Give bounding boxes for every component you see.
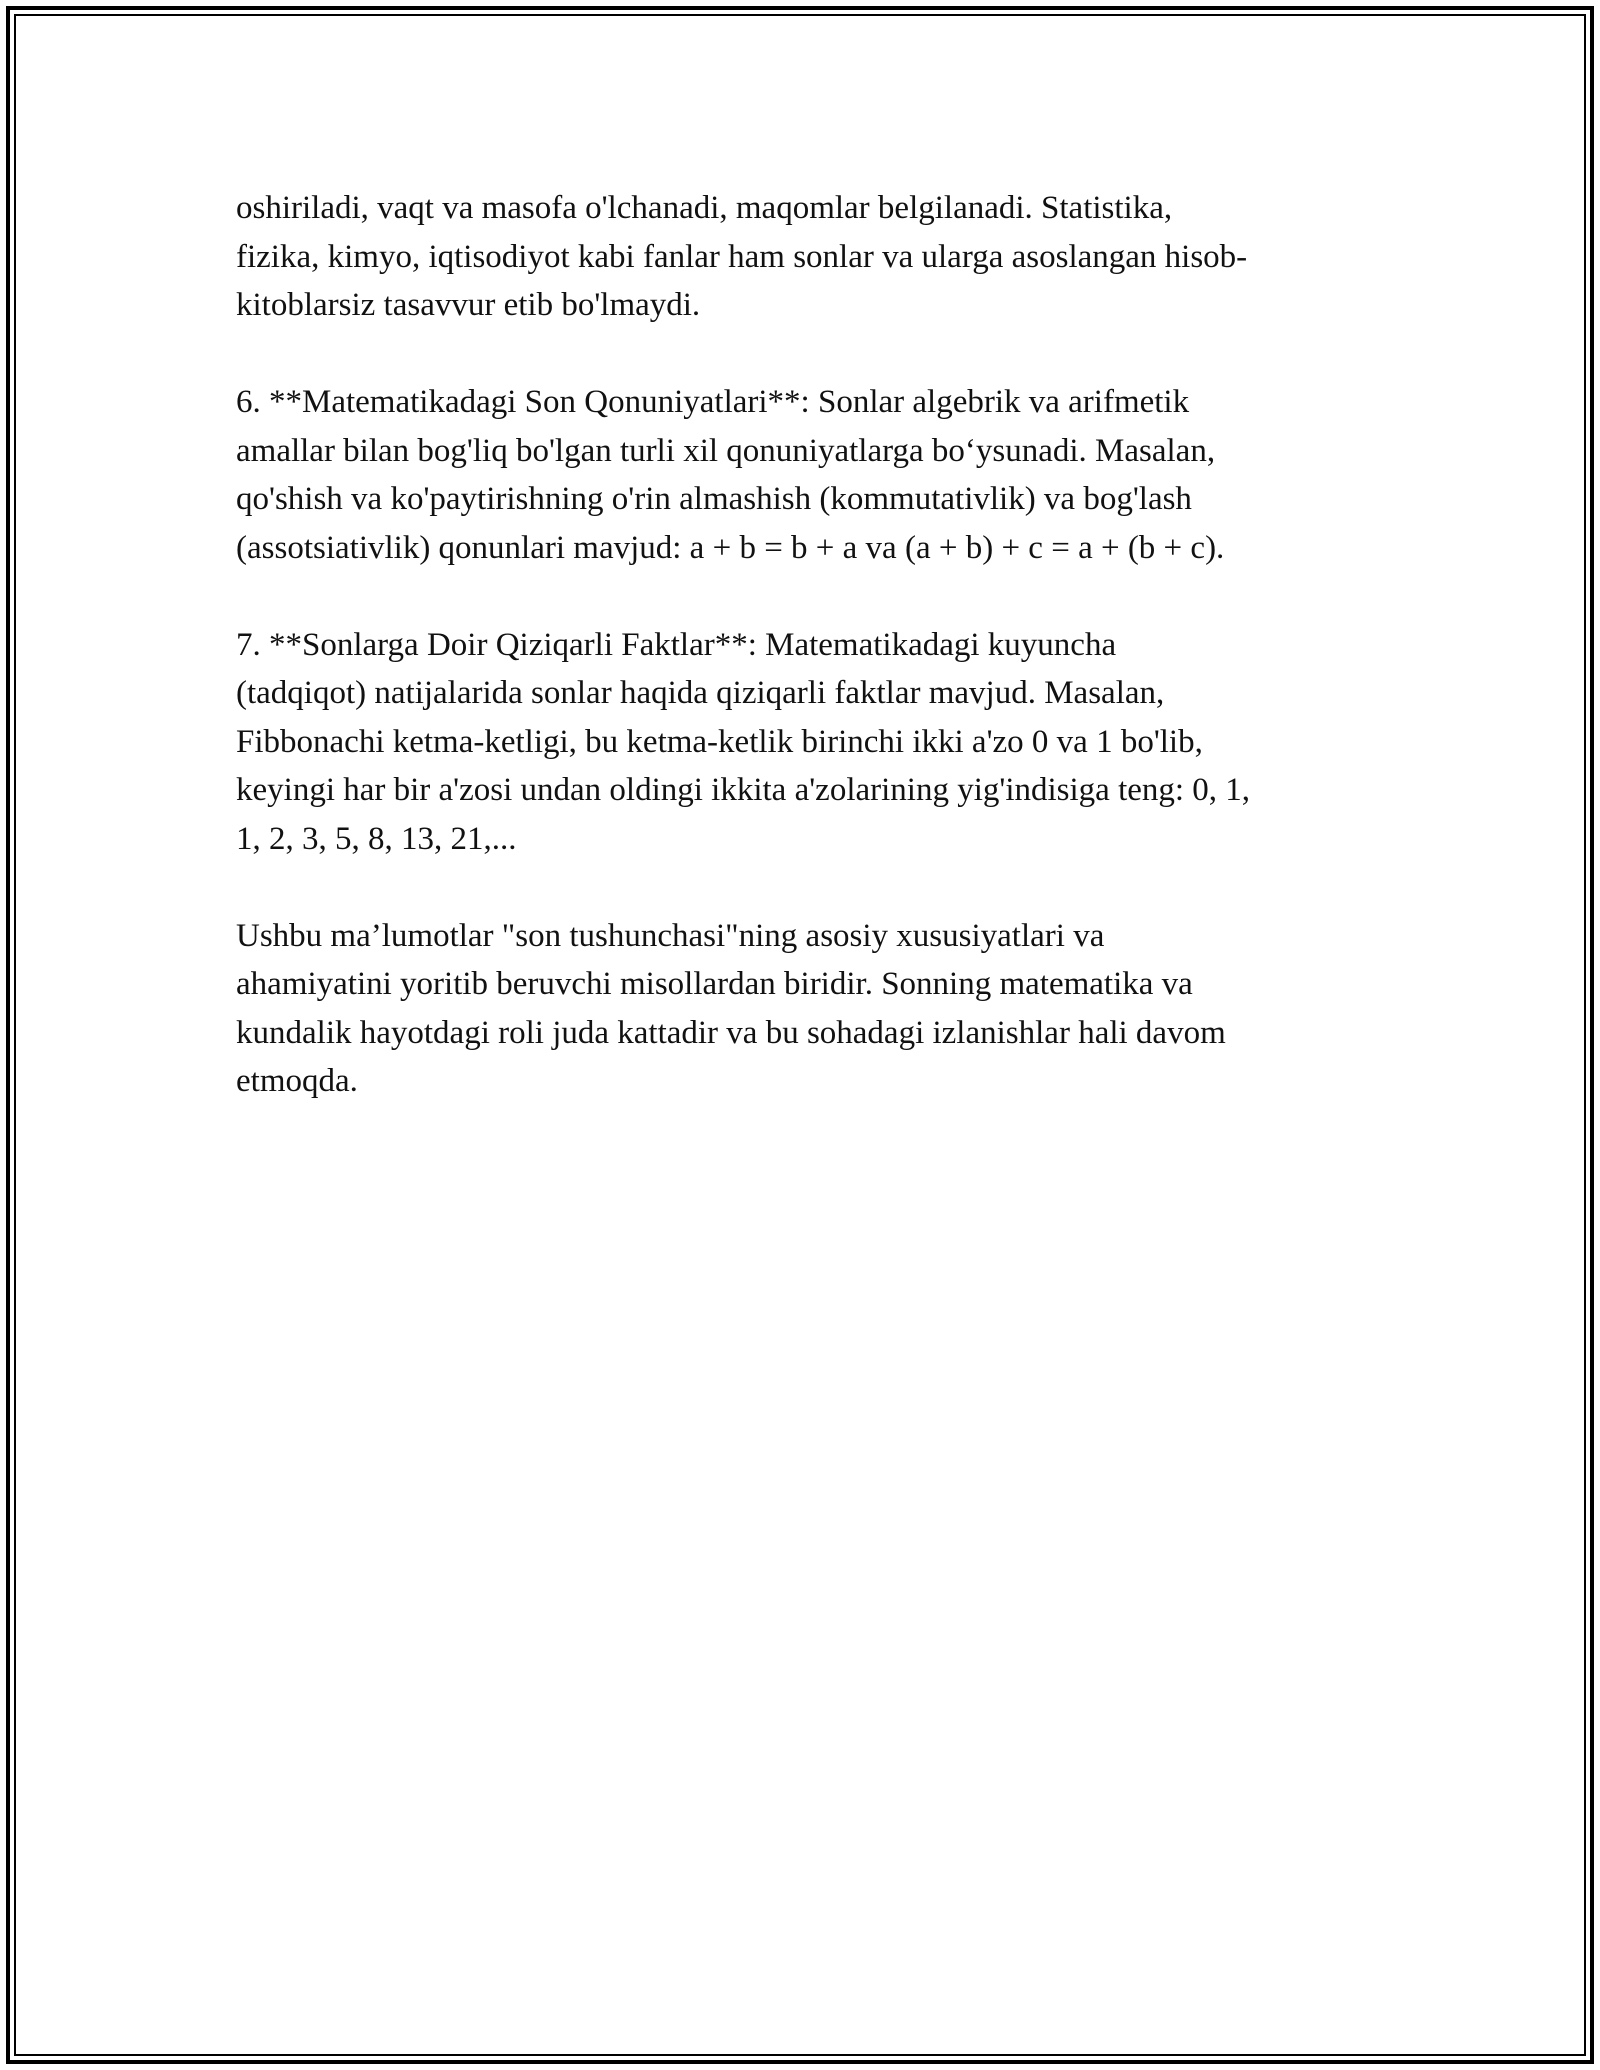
paragraph-item-7: 7. **Sonlarga Doir Qiziqarli Faktlar**: Matematikadagi kuyuncha (tadqiqot) natijalarida sonlar haqida qiziqarli faktlar mavjud. Masalan, Fibbonachi ketma-ketligi, bu ketma-ketlik birinchi ikki a'zo 0 va 1 bo'lib, keyingi har bir a'zosi undan oldingi ikkita a'zolarining yig'indisiga teng: 0, 1, 1, 2, 3, 5, 8, 13, 21,... [236,626,1251,857]
paragraph-conclusion: Ushbu ma’lumotlar "son tushunchasi"ning asosiy xususiyatlari va ahamiyatini yoritib beruvchi misollardan biridir. Sonning matematika va kundalik hayotdagi roli juda kattadir va bu sohadagi izlanishlar hali davom etmoqda. [236,917,1226,1099]
paragraph-continuation: oshiriladi, vaqt va masofa o'lchanadi, maqomlar belgilanadi. Statistika, fizika, kimyo, iqtisodiyot kabi fanlar ham sonlar va ularga asoslangan hisob- kitoblarsiz tasavvur etib bo'lmaydi. [236,190,1248,323]
paragraph-item-6: 6. **Matematikadagi Son Qonuniyatlari**: Sonlar algebrik va arifmetik amallar bilan bog'liq bo'lgan turli xil qonuniyatlarga bo‘ysunadi. Masalan, qo'shish va ko'paytirishning o'rin almashish (kommutativlik) va bog'lash (assotsiativlik) qonunlari mavjud: a + b = b + a va (a + b) + c = a + (b + c). [236,384,1225,566]
document-body [236,184,1376,1154]
